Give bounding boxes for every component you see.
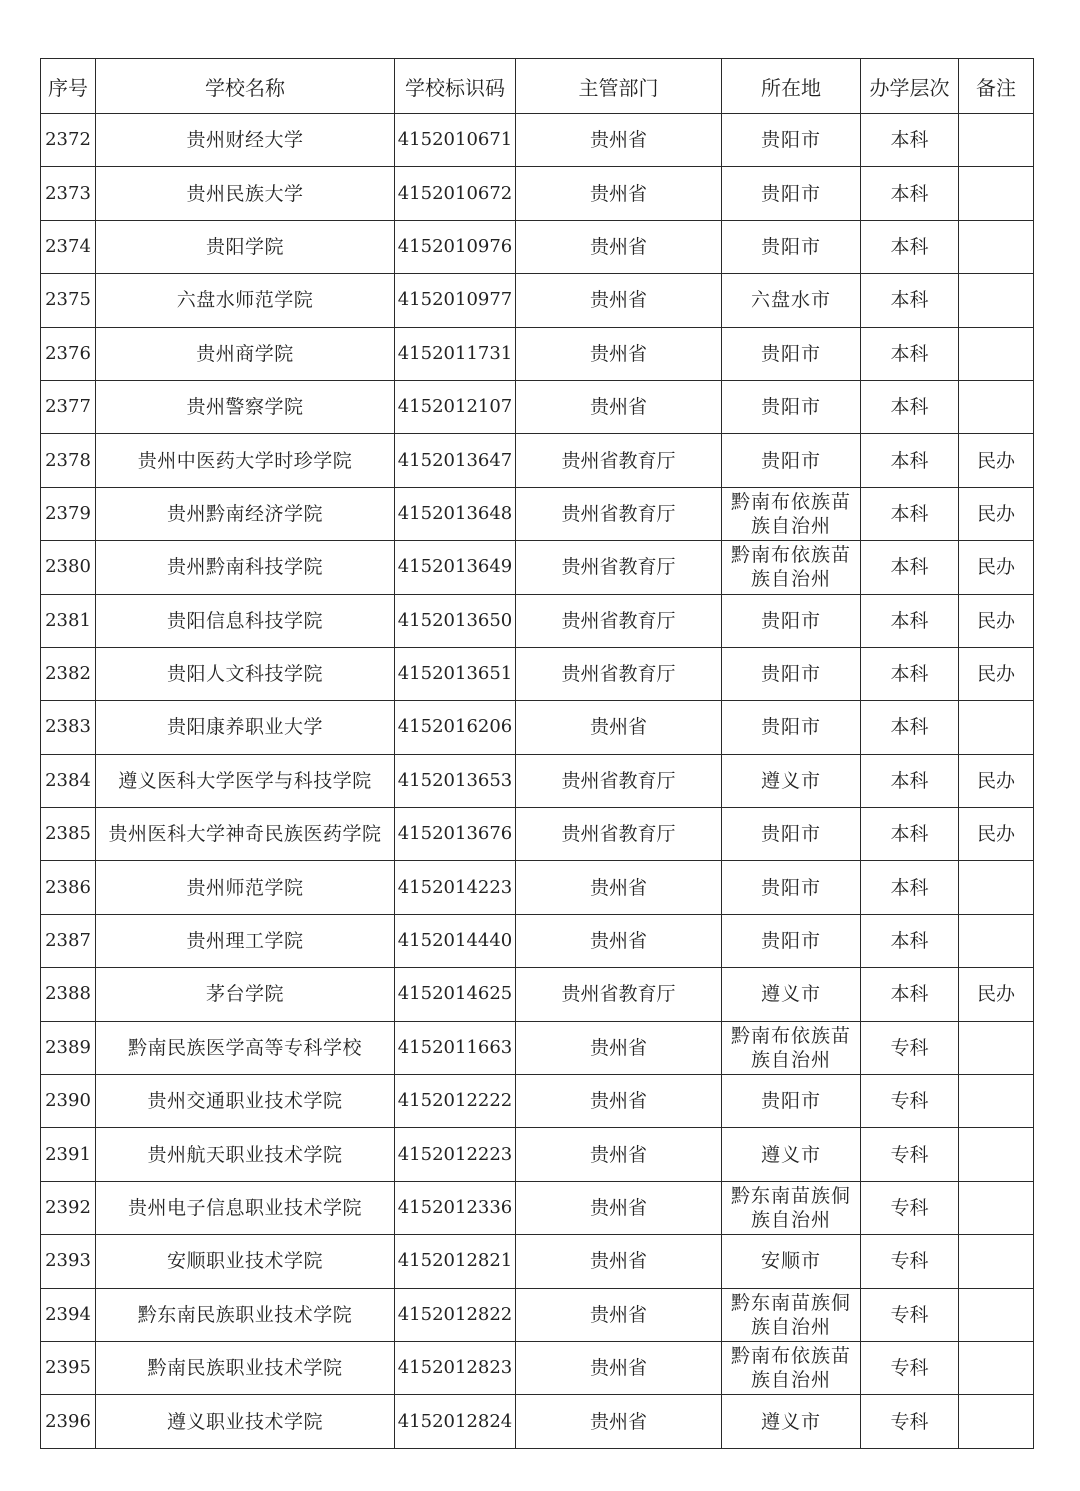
- cell-school-name: 贵州师范学院: [96, 861, 395, 914]
- table-row: [41, 914, 1034, 967]
- table-row: [41, 1128, 1034, 1181]
- cell-school-code: 4152012336: [395, 1181, 516, 1234]
- cell-seq: 2380: [41, 541, 96, 594]
- cell-school-name: 黔东南民族职业技术学院: [96, 1288, 395, 1341]
- cell-location: 贵阳市: [722, 594, 861, 647]
- cell-location: 贵阳市: [722, 220, 861, 273]
- cell-note: [959, 1181, 1034, 1234]
- cell-note: 民办: [959, 647, 1034, 700]
- cell-school-name: 贵州理工学院: [96, 914, 395, 967]
- cell-level: 专科: [861, 1235, 959, 1288]
- header-location: 所在地: [722, 59, 861, 114]
- cell-level: 本科: [861, 754, 959, 807]
- cell-department: 贵州省: [516, 327, 722, 380]
- table-row: [41, 1235, 1034, 1288]
- cell-location: 贵阳市: [722, 114, 861, 167]
- cell-level: 专科: [861, 1075, 959, 1128]
- cell-school-code: 4152010671: [395, 114, 516, 167]
- cell-seq: 2395: [41, 1341, 96, 1394]
- cell-department: 贵州省: [516, 167, 722, 220]
- cell-school-code: 4152013648: [395, 487, 516, 540]
- cell-location: 安顺市: [722, 1235, 861, 1288]
- table-row: [41, 1288, 1034, 1341]
- cell-department: 贵州省: [516, 220, 722, 273]
- cell-department: 贵州省教育厅: [516, 647, 722, 700]
- cell-department: 贵州省: [516, 1181, 722, 1234]
- cell-location: 贵阳市: [722, 914, 861, 967]
- cell-level: 本科: [861, 541, 959, 594]
- cell-location: 遵义市: [722, 968, 861, 1021]
- table-row: [41, 220, 1034, 273]
- cell-location: 黔东南苗族侗族自治州: [722, 1181, 861, 1234]
- cell-location: 六盘水市: [722, 274, 861, 327]
- cell-note: [959, 1395, 1034, 1448]
- cell-school-name: 贵州交通职业技术学院: [96, 1075, 395, 1128]
- table-row: [41, 647, 1034, 700]
- cell-department: 贵州省教育厅: [516, 754, 722, 807]
- cell-level: 本科: [861, 701, 959, 754]
- cell-seq: 2387: [41, 914, 96, 967]
- cell-note: [959, 701, 1034, 754]
- header-school-code: 学校标识码: [395, 59, 516, 114]
- table-row: [41, 380, 1034, 433]
- table-row: [41, 968, 1034, 1021]
- cell-level: 专科: [861, 1128, 959, 1181]
- cell-school-code: 4152010672: [395, 167, 516, 220]
- cell-school-code: 4152012821: [395, 1235, 516, 1288]
- cell-note: [959, 861, 1034, 914]
- cell-school-name: 六盘水师范学院: [96, 274, 395, 327]
- cell-department: 贵州省教育厅: [516, 808, 722, 861]
- cell-school-name: 贵州医科大学神奇民族医药学院: [96, 808, 395, 861]
- cell-school-code: 4152012223: [395, 1128, 516, 1181]
- cell-department: 贵州省: [516, 1341, 722, 1394]
- cell-note: [959, 274, 1034, 327]
- cell-location: 贵阳市: [722, 701, 861, 754]
- cell-school-name: 黔南民族医学高等专科学校: [96, 1021, 395, 1074]
- cell-level: 本科: [861, 114, 959, 167]
- cell-seq: 2381: [41, 594, 96, 647]
- header-seq: 序号: [41, 59, 96, 114]
- cell-level: 本科: [861, 434, 959, 487]
- cell-school-name: 贵阳信息科技学院: [96, 594, 395, 647]
- cell-department: 贵州省: [516, 1075, 722, 1128]
- cell-seq: 2376: [41, 327, 96, 380]
- cell-department: 贵州省: [516, 274, 722, 327]
- cell-school-code: 4152014625: [395, 968, 516, 1021]
- cell-department: 贵州省: [516, 701, 722, 754]
- cell-note: [959, 1235, 1034, 1288]
- cell-seq: 2394: [41, 1288, 96, 1341]
- cell-seq: 2384: [41, 754, 96, 807]
- cell-level: 本科: [861, 487, 959, 540]
- cell-level: 本科: [861, 167, 959, 220]
- table-row: [41, 701, 1034, 754]
- cell-level: 专科: [861, 1181, 959, 1234]
- cell-school-code: 4152012222: [395, 1075, 516, 1128]
- cell-location: 贵阳市: [722, 434, 861, 487]
- table-row: [41, 434, 1034, 487]
- cell-school-code: 4152012822: [395, 1288, 516, 1341]
- cell-seq: 2386: [41, 861, 96, 914]
- cell-department: 贵州省教育厅: [516, 541, 722, 594]
- cell-seq: 2378: [41, 434, 96, 487]
- cell-school-name: 遵义职业技术学院: [96, 1395, 395, 1448]
- cell-school-code: 4152016206: [395, 701, 516, 754]
- cell-note: 民办: [959, 487, 1034, 540]
- cell-level: 专科: [861, 1021, 959, 1074]
- cell-department: 贵州省: [516, 114, 722, 167]
- cell-level: 本科: [861, 914, 959, 967]
- cell-location: 贵阳市: [722, 380, 861, 433]
- cell-school-code: 4152011663: [395, 1021, 516, 1074]
- header-level: 办学层次: [861, 59, 959, 114]
- cell-location: 贵阳市: [722, 1075, 861, 1128]
- cell-school-name: 贵阳学院: [96, 220, 395, 273]
- cell-school-name: 安顺职业技术学院: [96, 1235, 395, 1288]
- table-row: [41, 274, 1034, 327]
- cell-seq: 2375: [41, 274, 96, 327]
- table-row: [41, 167, 1034, 220]
- cell-seq: 2390: [41, 1075, 96, 1128]
- cell-location: 黔南布依族苗族自治州: [722, 487, 861, 540]
- table-row: [41, 1181, 1034, 1234]
- cell-note: [959, 1075, 1034, 1128]
- cell-seq: 2382: [41, 647, 96, 700]
- cell-school-code: 4152012823: [395, 1341, 516, 1394]
- cell-department: 贵州省教育厅: [516, 594, 722, 647]
- cell-note: 民办: [959, 541, 1034, 594]
- cell-school-code: 4152010976: [395, 220, 516, 273]
- cell-department: 贵州省教育厅: [516, 487, 722, 540]
- cell-note: [959, 114, 1034, 167]
- cell-school-code: 4152013649: [395, 541, 516, 594]
- cell-seq: 2377: [41, 380, 96, 433]
- cell-note: 民办: [959, 594, 1034, 647]
- cell-note: [959, 1021, 1034, 1074]
- table-row: [41, 1341, 1034, 1394]
- cell-seq: 2385: [41, 808, 96, 861]
- cell-seq: 2392: [41, 1181, 96, 1234]
- table-row: [41, 861, 1034, 914]
- cell-seq: 2396: [41, 1395, 96, 1448]
- cell-school-code: 4152012107: [395, 380, 516, 433]
- cell-school-name: 贵州航天职业技术学院: [96, 1128, 395, 1181]
- cell-level: 本科: [861, 647, 959, 700]
- cell-school-name: 黔南民族职业技术学院: [96, 1341, 395, 1394]
- cell-note: [959, 220, 1034, 273]
- cell-school-code: 4152013647: [395, 434, 516, 487]
- cell-school-name: 贵阳康养职业大学: [96, 701, 395, 754]
- table-row: [41, 114, 1034, 167]
- cell-school-code: 4152013653: [395, 754, 516, 807]
- cell-level: 本科: [861, 327, 959, 380]
- cell-level: 本科: [861, 594, 959, 647]
- cell-seq: 2383: [41, 701, 96, 754]
- table-row: [41, 594, 1034, 647]
- cell-department: 贵州省: [516, 380, 722, 433]
- cell-department: 贵州省教育厅: [516, 968, 722, 1021]
- cell-school-code: 4152013650: [395, 594, 516, 647]
- cell-location: 黔南布依族苗族自治州: [722, 1341, 861, 1394]
- header-note: 备注: [959, 59, 1034, 114]
- table-body: [41, 114, 1034, 1449]
- cell-school-code: 4152013651: [395, 647, 516, 700]
- header-department: 主管部门: [516, 59, 722, 114]
- cell-location: 贵阳市: [722, 861, 861, 914]
- cell-level: 本科: [861, 274, 959, 327]
- cell-location: 贵阳市: [722, 327, 861, 380]
- cell-note: 民办: [959, 968, 1034, 1021]
- cell-seq: 2374: [41, 220, 96, 273]
- cell-note: [959, 327, 1034, 380]
- cell-level: 本科: [861, 968, 959, 1021]
- cell-school-name: 贵州警察学院: [96, 380, 395, 433]
- header-row: [41, 59, 1034, 114]
- cell-location: 黔东南苗族侗族自治州: [722, 1288, 861, 1341]
- cell-seq: 2393: [41, 1235, 96, 1288]
- table-row: [41, 754, 1034, 807]
- cell-location: 贵阳市: [722, 647, 861, 700]
- cell-department: 贵州省: [516, 1288, 722, 1341]
- cell-seq: 2372: [41, 114, 96, 167]
- cell-location: 黔南布依族苗族自治州: [722, 1021, 861, 1074]
- cell-school-code: 4152010977: [395, 274, 516, 327]
- cell-level: 专科: [861, 1341, 959, 1394]
- cell-note: 民办: [959, 754, 1034, 807]
- cell-location: 遵义市: [722, 1128, 861, 1181]
- cell-school-code: 4152013676: [395, 808, 516, 861]
- cell-department: 贵州省: [516, 914, 722, 967]
- cell-note: [959, 380, 1034, 433]
- cell-school-name: 贵阳人文科技学院: [96, 647, 395, 700]
- cell-level: 专科: [861, 1395, 959, 1448]
- cell-note: [959, 167, 1034, 220]
- table-row: [41, 541, 1034, 594]
- cell-school-name: 贵州中医药大学时珍学院: [96, 434, 395, 487]
- cell-note: [959, 1288, 1034, 1341]
- cell-school-name: 茅台学院: [96, 968, 395, 1021]
- table-row: [41, 808, 1034, 861]
- school-list-table: [40, 58, 1034, 1449]
- cell-note: 民办: [959, 434, 1034, 487]
- cell-school-code: 4152011731: [395, 327, 516, 380]
- cell-note: [959, 1341, 1034, 1394]
- cell-department: 贵州省: [516, 1395, 722, 1448]
- cell-seq: 2373: [41, 167, 96, 220]
- cell-level: 本科: [861, 861, 959, 914]
- cell-location: 贵阳市: [722, 808, 861, 861]
- header-school-name: 学校名称: [96, 59, 395, 114]
- cell-level: 本科: [861, 808, 959, 861]
- cell-level: 专科: [861, 1288, 959, 1341]
- cell-department: 贵州省: [516, 1235, 722, 1288]
- cell-seq: 2389: [41, 1021, 96, 1074]
- cell-school-code: 4152014223: [395, 861, 516, 914]
- cell-seq: 2391: [41, 1128, 96, 1181]
- table-header: [41, 59, 1034, 114]
- cell-note: [959, 1128, 1034, 1181]
- cell-level: 本科: [861, 220, 959, 273]
- cell-note: [959, 914, 1034, 967]
- cell-location: 遵义市: [722, 1395, 861, 1448]
- cell-note: 民办: [959, 808, 1034, 861]
- cell-school-name: 贵州民族大学: [96, 167, 395, 220]
- cell-department: 贵州省: [516, 861, 722, 914]
- cell-school-name: 贵州电子信息职业技术学院: [96, 1181, 395, 1234]
- table-row: [41, 487, 1034, 540]
- cell-school-name: 贵州黔南经济学院: [96, 487, 395, 540]
- cell-school-name: 贵州财经大学: [96, 114, 395, 167]
- table-row: [41, 1395, 1034, 1448]
- cell-department: 贵州省: [516, 1128, 722, 1181]
- cell-school-code: 4152014440: [395, 914, 516, 967]
- cell-department: 贵州省: [516, 1021, 722, 1074]
- cell-school-name: 贵州商学院: [96, 327, 395, 380]
- cell-school-name: 遵义医科大学医学与科技学院: [96, 754, 395, 807]
- cell-seq: 2388: [41, 968, 96, 1021]
- cell-department: 贵州省教育厅: [516, 434, 722, 487]
- cell-school-code: 4152012824: [395, 1395, 516, 1448]
- cell-level: 本科: [861, 380, 959, 433]
- cell-location: 黔南布依族苗族自治州: [722, 541, 861, 594]
- cell-location: 遵义市: [722, 754, 861, 807]
- table-row: [41, 1075, 1034, 1128]
- cell-location: 贵阳市: [722, 167, 861, 220]
- table-row: [41, 327, 1034, 380]
- cell-school-name: 贵州黔南科技学院: [96, 541, 395, 594]
- table-row: [41, 1021, 1034, 1074]
- cell-seq: 2379: [41, 487, 96, 540]
